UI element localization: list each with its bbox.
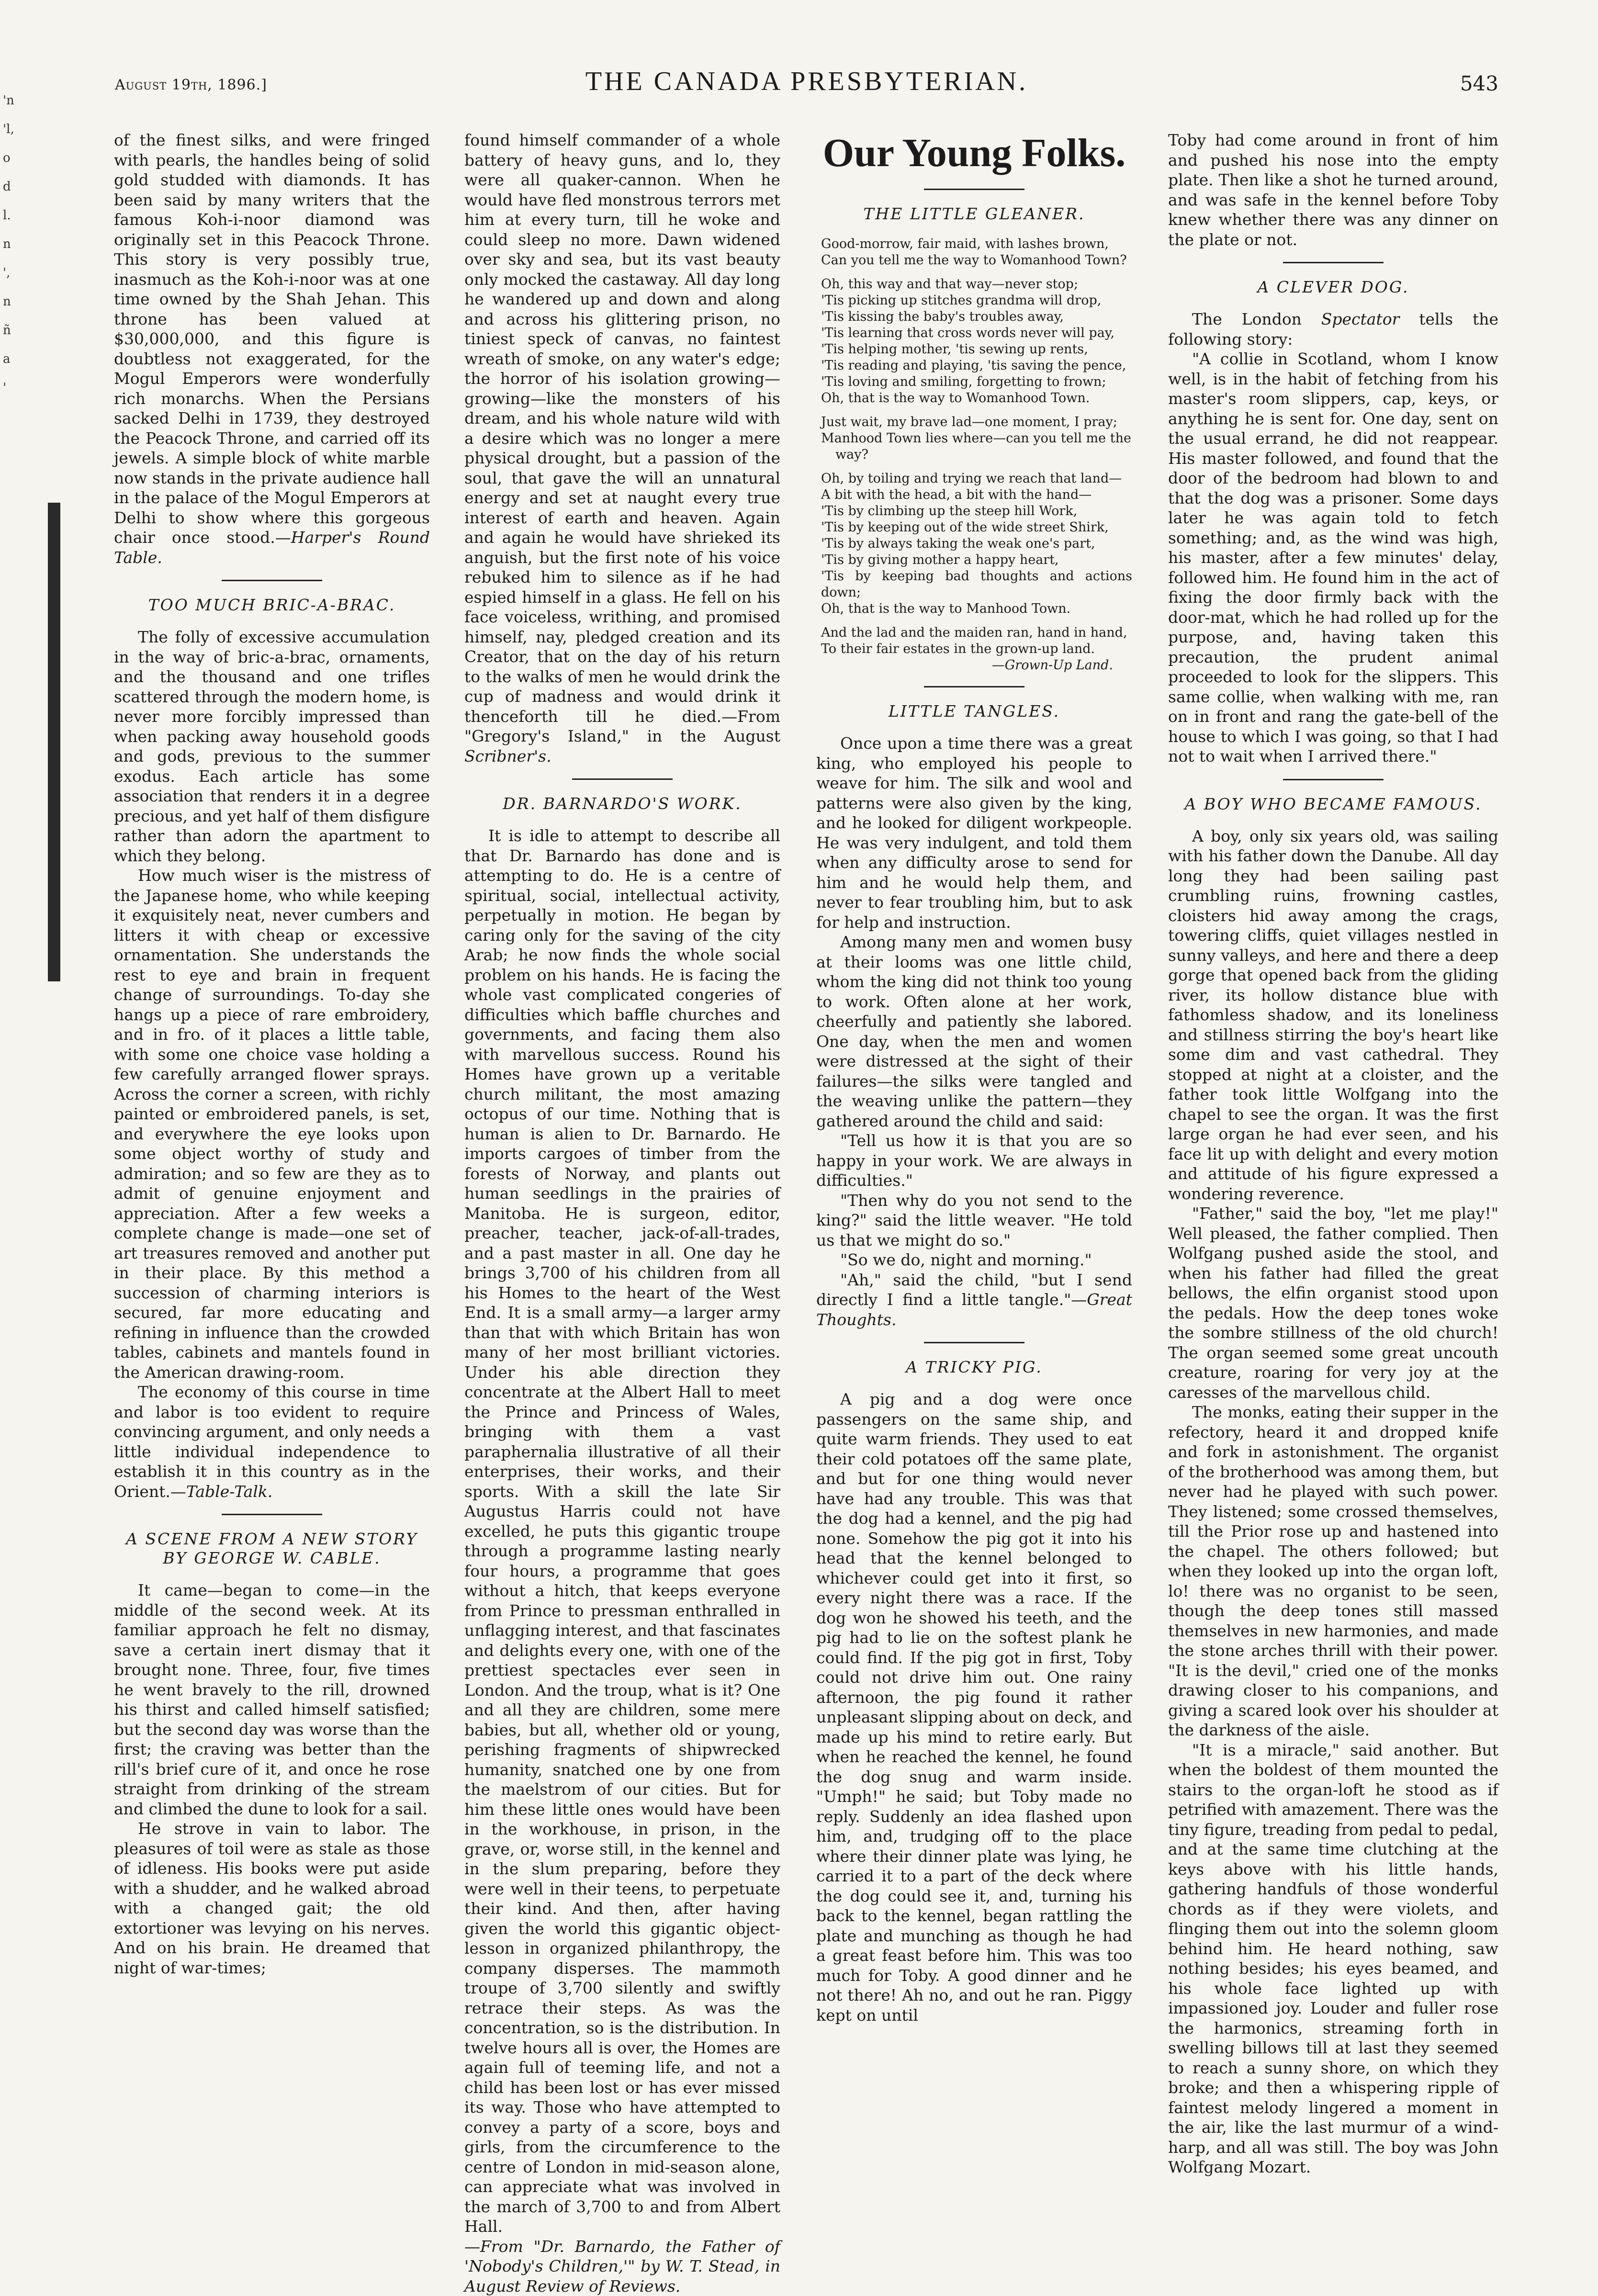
section-divider	[222, 1514, 322, 1515]
source-citation: —From "Dr. Barnardo, the Father of 'Nobody's Children,'" by W. T. Stead, in August Review of Reviews.	[464, 2237, 780, 2296]
column-3	[816, 130, 1132, 2025]
article-heading: A SCENE FROM A NEW STORY BY GEORGE W. CABLE.	[114, 1530, 430, 1568]
source-citation: Harper's Round Table.	[114, 528, 430, 567]
scan-edge-bar	[48, 503, 60, 981]
page-header	[115, 57, 1498, 110]
article-paragraph: It is idle to attempt to describe all that Dr. Barnardo has done and is attempting to do. He is a centre of spiritual, social, intellectual activity, perpetually in motion. He began by caring only for the saving of the city Arab; he now finds the whole social problem on his hands. He is facing the whole vast complicated congeries of difficulties which baffle churches and governments, and facing them also with marvellous success. Round his Homes have grown up a veritable church militant, the most amazing octopus of our time. Nothing that is human is alien to Dr. Barnardo. He imports cargoes of timber from the forests of Norway, and plants out human seedlings in the prairies of Manitoba. He is surgeon, editor, preacher, teacher, jack-of-all-trades, and a past master in all. One day he brings 3,700 of his children from all his Homes to the heart of the West End. It is a small army—a larger army than that with which Britain has won many of her most brilliant victories. Under his able direction they concentrate at the Albert Hall to meet the Prince and Princess of Wales, bringing with them a vast paraphernalia illustrative of all their enterprises, their works, and their sports. With a skill the late Sir Augustus Harris could not have excelled, he puts this gigantic troupe through a programme lasting nearly four hours, a programme that goes without a hitch, that keeps everyone from Prince to pressman enthralled in unflagging interest, and that fascinates and delights every one, with one of the prettiest spectacles ever seen in London. And the troup, what is it? One and all they are children, some mere babies, but all, whether old or young, perishing fragments of shipwrecked humanity, snatched one by one from the maelstrom of our cities. But for him these little ones would have been in the workhouse, in prison, in the grave, or, worse still, in the kennel and in the slum preparing, before they were well in their teens, to perpetuate their kind. And then, after having given the world this gigantic object-lesson in organized philanthropy, the company disperses. The mammoth troupe of 3,700 silently and swiftly retrace their steps. As was the concentration, so is the distribution. In twelve hours all is over, the Homes are again full of teeming life, and not a child has been lost or has ever missed its way. Those who have attempted to convey a party of a score, boys and girls, from the circumference to the centre of London in mid-season alone, can appreciate what was involved in the march of 3,700 to and from Albert Hall.	[464, 826, 780, 2237]
article-paragraph: of the finest silks, and were fringed with pearls, the handles being of solid gold studded with diamonds. It has been said by many writers that the famous Koh-i-noor diamond was originally set in this Peacock Throne. This story is very possibly true, inasmuch as the Koh-i-noor was at one time owned by the Shah Jehan. This throne has been valued at $30,000,000, and this figure is doubtless not exaggerated, for the Mogul Emperors were wonderfully rich monarchs. When the Persians sacked Delhi in 1739, they destroyed the Peacock Throne, and carried off its jewels. A simple block of white marble now stands in the private audience hall in the palace of the Mogul Emperors at Delhi to show where this gorgeous chair once stood.—Harper's Round Table.	[114, 130, 430, 567]
section-masthead: Our Young Folks.	[816, 130, 1132, 176]
section-divider	[222, 580, 322, 581]
article-paragraph: The monks, eating their supper in the refectory, heard it and dropped knife and fork in astonishment. The organist of the brotherhood was among them, but never had he played with such power. They listened; some crossed themselves, till the Prior rose up and hastened into the chapel. The others followed; but when they looked up into the organ loft, lo! there was no organist to be seen, though the deep tones still massed themselves in new harmonies, and made the stone arches thrill with their power. "It is the devil," cried one of the monks drawing closer to his companions, and giving a scared look over his shoulder at the darkness of the aisle.	[1168, 1402, 1498, 1740]
section-divider	[572, 778, 673, 780]
column-1	[114, 130, 430, 1978]
article-heading: A TRICKY PIG.	[816, 1358, 1132, 1377]
section-divider	[924, 686, 1024, 687]
article-paragraph: "It is a miracle," said another. But when the boldest of them mounted the stairs to the organ-loft he stood as if petrified with amazement. There was the tiny figure, treading from pedal to pedal, and at the same time clutching at the keys above with his little hands, gathering handfuls of those wonderful chords as if they were violets, and flinging them out into the solemn gloom behind him. He heard nothing, saw nothing besides; his eyes beamed, and his whole face lighted up with impassioned joy. Louder and fuller rose the harmonics, streaming forth in swelling billows till at last they seemed to reach a sunny shore, on which they broke; and then a whispering ripple of faintest melody lingered a moment in the air, like the last murmur of a wind-harp, and all was still. The boy was John Wolfgang Mozart.	[1168, 1740, 1498, 2177]
article-paragraph: "Then why do you not send to the king?" said the little weaver. "He told us that we might do so."	[816, 1191, 1132, 1250]
article-heading: LITTLE TANGLES.	[816, 702, 1132, 721]
page-number: 543	[1460, 72, 1498, 95]
source-citation: Scribner's.	[464, 747, 551, 765]
poem-citation: —Grown-Up Land.	[821, 657, 1132, 674]
article-heading: THE LITTLE GLEANER.	[816, 204, 1132, 224]
article-paragraph: "Tell us how it is that you are so happy in your work. We are always in difficulties."	[816, 1131, 1132, 1191]
poem-stanza: Just wait, my brave lad—one moment, I pray; Manhood Town lies where—can you tell me the way?	[821, 414, 1132, 463]
poem-stanza: Oh, by toiling and trying we reach that land— A bit with the head, a bit with the hand— 'Tis by climbing up the steep hill Work, 'Tis by keeping out of the wide street Shirk, 'Tis by always taking the weak one's part, 'Tis by giving mother a happy heart, 'Tis by keeping bad thoughts and actions down; Oh, that is the way to Manhood Town.	[821, 471, 1132, 617]
article-paragraph: Toby had come around in front of him and pushed his nose into the empty plate. Then like a shot he turned around, and was safe in the kennel before Toby knew whether there was any dinner on the plate or not.	[1168, 130, 1498, 249]
article-paragraph: A boy, only six years old, was sailing with his father down the Danube. All day long they had been sailing past crumbling ruins, frowning castles, cloisters hid away among the crags, towering cliffs, quiet villages nestled in sunny valleys, and here and there a deep gorge that opened back from the gliding river, its hollow distance blue with fathomless shadow, and its loneliness and stillness stirring the boy's heart like some dim and vast cathedral. They stopped at night at a cloister, and the father took little Wolfgang into the chapel to see the organ. It was the first large organ he had ever seen, and his face lit up with delight and every motion and attitude of his figure expressed a wondering reverence.	[1168, 826, 1498, 1204]
article-paragraph: He strove in vain to labor. The pleasures of toil were as stale as those of idleness. His books were put aside with a shudder, and he walked abroad with a changed gait; the old extortioner was levying on his nerves. And on his brain. He dreamed that night of war-times;	[114, 1819, 430, 1978]
section-divider	[924, 1342, 1024, 1343]
article-paragraph: Once upon a time there was a great king, who employed his people to weave for him. The silk and wool and patterns were also given by the king, and he looked for diligent workpeople. He was very indulgent, and told them when any difficulty arose to send for him and he would help them, and never to fear troubling him, but to ask for help and instruction.	[816, 733, 1132, 932]
article-heading: DR. BARNARDO'S WORK.	[464, 794, 780, 813]
source-citation: Table-Talk.	[186, 1482, 272, 1501]
article-paragraph: "A collie in Scotland, whom I know well, is in the habit of fetching from his master's room slippers, cap, keys, or anything he is sent for. One day, sent on the usual errand, he did not reappear. His master followed, and found that the door of the bedroom had blown to and that the dog was a prisoner. Some days later he was again told to fetch something; and, as the wind was high, his master, after a few minutes' delay, followed him. He found him in the act of fixing the door firmly back with the door-mat, which he had rolled up for the purpose, and, having taken this precaution, the prudent animal proceeded to look for the slippers. This same collie, when walking with me, ran on in front and rang the gate-bell of the house to which I was going, so that I had not to wait when I arrived there."	[1168, 349, 1498, 766]
column-4	[1168, 130, 1498, 2177]
article-heading: A CLEVER DOG.	[1168, 278, 1498, 297]
article-paragraph: The economy of this course in time and labor is too evident to require convincing argument, and only needs a little individual independence to establish it in this country as in the Orient.—Table-Talk.	[114, 1382, 430, 1501]
article-paragraph: The folly of excessive accumulation in the way of bric-a-brac, ornaments, and the thousand and one trifles scattered through the modern home, is never more forcibly impressed than when packing away household goods and gods, previous to the summer exodus. Each article has some association that renders it in a degree precious, and yet half of them disfigure rather than adorn the apartment to which they belong.	[114, 627, 430, 866]
article-paragraph: "Father," said the boy, "let me play!" Well pleased, the father complied. Then Wolfgang pushed aside the stool, and when his father had filled the great bellows, the elfin organist stood upon the pedals. How the deep tones woke the sombre stillness of the old church! The organ seemed some great uncouth creature, roaring for very joy at the caresses of the marvellous child.	[1168, 1204, 1498, 1402]
poem-stanza: And the lad and the maiden ran, hand in hand, To their fair estates in the grown-up land. —Grown-Up Land.	[821, 625, 1132, 674]
poem-stanza: Oh, this way and that way—never stop; 'Tis picking up stitches grandma will drop, 'Tis kissing the baby's troubles away, 'Tis learning that cross words never will pay, 'Tis helping mother, 'tis sewing up rents, 'Tis reading and playing, 'tis saving the pence, 'Tis loving and smiling, forgetting to frown; Oh, that is the way to Womanhood Town.	[821, 276, 1132, 406]
section-divider	[1283, 779, 1384, 780]
poem	[816, 236, 1132, 674]
section-divider	[1283, 262, 1384, 263]
article-paragraph: How much wiser is the mistress of the Japanese home, who while keeping it exquisitely neat, never cumbers and litters it with cheap or excessive ornamentation. She understands the rest to eye and brain in frequent change of surroundings. To-day she hangs up a piece of rare embroidery, and in fro. of it places a little table, with some one choice vase holding a few carefully arranged flower sprays. Across the corner a screen, with richly painted or embroidered panels, is set, and everywhere the eye looks upon some object worthy of study and admiration; and so few are they as to admit of genuine enjoyment and appreciation. After a few weeks a complete change is made—one set of art treasures removed and another put in their place. By this method a succession of charming interiors is secured, far more educating and refining in influence than the crowded tables, cabinets and mantels found in the American drawing-room.	[114, 866, 430, 1382]
article-paragraph: found himself commander of a whole battery of heavy guns, and lo, they were all quaker-cannon. When he would have fled monstrous terrors met him at every turn, till he woke and could sleep no more. Dawn widened over sky and sea, but its vast beauty only mocked the castaway. All day long he wandered up and down and along and across his glittering prison, no tiniest speck of canvas, no faintest wreath of smoke, on any water's edge; the horror of his isolation growing—growing—like the monsters of his dream, and his whole nature wild with a desire which was no longer a mere physical drought, but a passion of the soul, that gave the will an unnatural energy and set at naught every true interest of earth and heaven. Again and again he would have shrieked its anguish, but the first note of his voice rebuked him to silence as if he had espied himself in a glass. He fell on his face voiceless, writhing, and promised himself, nay, pledged creation and its Creator, that on the day of his return to the walks of men he would drink the cup of madness and would drink it thenceforth till he died.—From "Gregory's Island," in the August Scribner's.	[464, 130, 780, 766]
article-paragraph: "So we do, night and morning."	[816, 1250, 1132, 1270]
source-citation: Great Thoughts.	[816, 1290, 1132, 1329]
poem-stanza: Good-morrow, fair maid, with lashes brown, Can you tell me the way to Womanhood Town?	[821, 236, 1132, 269]
article-paragraph: A pig and a dog were once passengers on the same ship, and quite warm friends. They used to eat their cold potatoes off the same plate, and but for one thing would never have had any trouble. This was that the dog had a kennel, and the pig had none. Somehow the pig got it into his head that the kennel belonged to whichever could get into it first, so every night there was a race. If the dog won he showed his teeth, and the pig had to lie on the softest plank he could find. If the pig got in first, Toby could not drive him out. One rainy afternoon, the pig found it rather unpleasant slipping about on deck, and made up his mind to retire early. But when he reached the kennel, he found the dog snug and warm inside. "Umph!" he said; but Toby made no reply. Suddenly an idea flashed upon him, and, trudging off to the place where their dinner plate was lying, he carried it to a part of the deck where the dog could see it, and, turning his back to the kennel, began rattling the plate and munching as though he had a great feast before him. This was too much for Toby. A good dinner and he not there! Ah no, and out he ran. Piggy kept on until	[816, 1389, 1132, 2025]
article-paragraph: The London Spectator tells the following story:	[1168, 309, 1498, 349]
left-margin-marks: 'n 'l, o d l. n ', n ñ a '	[3, 86, 27, 402]
article-heading: TOO MUCH BRIC-A-BRAC.	[114, 596, 430, 615]
article-heading: A BOY WHO BECAME FAMOUS.	[1168, 795, 1498, 814]
newspaper-title: THE CANADA PRESBYTERIAN.	[115, 66, 1498, 97]
article-paragraph: Among many men and women busy at their looms was one little child, whom the king did not think too young to work. Often alone at her work, cheerfully and patiently she labored. One day, when the men and women were distressed at the sight of their failures—the silks were tangled and the weaving unlike the pattern—they gathered around the child and said:	[816, 932, 1132, 1131]
article-paragraph: It came—began to come—in the middle of the second week. At its familiar approach he felt no dismay, save a certain inert dismay that it brought none. Three, four, five times he went bravely to the rill, drowned his thirst and called himself satisfied; but the second day was worse than the first; the craving was better than the rill's brief cure of it, and once he rose straight from drinking of the stream and climbed the dune to look for a sail.	[114, 1580, 430, 1819]
article-paragraph: "Ah," said the child, "but I send directly I find a little tangle."—Great Thoughts.	[816, 1270, 1132, 1330]
section-divider	[924, 189, 1024, 190]
issue-date: August 19th, 1896.]	[115, 77, 267, 93]
column-2	[464, 130, 780, 2296]
